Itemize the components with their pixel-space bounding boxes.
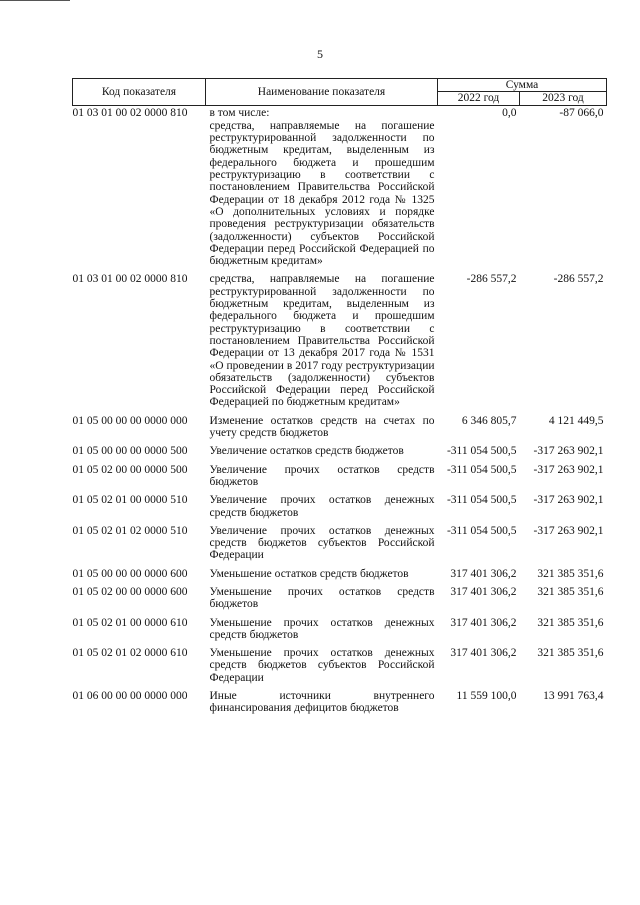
row-code: 01 05 02 01 02 0000 510 [72, 524, 188, 537]
table-row [73, 120, 607, 274]
row-value-2022: 317 401 306,2 [450, 567, 517, 580]
table-row [73, 647, 607, 690]
row-name: средства, направляемые на погашение реструктурированной задолженности по бюджетным кредитам, выделенным из федерального бюджета и прошедшим реструктуризацию в соответствии с постановлением Правительства Российской Федерации от 13 декабря 2017 года № 1531 «О проведении в 2017 году реструктуризации обязательств (задолженности) субъектов Российской Федерации перед Российской Федерацией по бюджетным кредитам» [209, 273, 435, 409]
row-value-2022: 11 559 100,0 [456, 690, 517, 703]
header-code: Код показателя [73, 79, 206, 106]
row-name: Уменьшение прочих остатков денежных средств бюджетов субъектов Российской Федерации [209, 647, 435, 684]
row-code: 01 05 00 00 00 0000 000 [72, 414, 188, 427]
row-value-2022: 0,0 [502, 106, 517, 119]
header-sum: Сумма [438, 79, 607, 92]
row-name: средства, направляемые на погашение реструктурированной задолженности по бюджетным кредитам, выделенным из федерального бюджета и прошедшим реструктуризацию в соответствии с постановлением Правительства Российской Федерации от 18 декабря 2012 года № 1325 «О дополнительных условиях и порядке проведения реструктуризации обязательств (задолженности) субъектов Российской Федерации перед Российской Федерацией по бюджетным кредитам» [209, 119, 435, 268]
row-value-2023: 321 385 351,6 [537, 585, 604, 598]
budget-table [72, 78, 607, 721]
table-row [73, 105, 607, 120]
table-row [73, 494, 607, 525]
row-code: 01 06 00 00 00 0000 000 [72, 690, 188, 703]
table-row [73, 690, 607, 721]
page-number: 5 [317, 47, 323, 61]
row-value-2023: 13 991 763,4 [543, 690, 604, 703]
row-value-2022: -311 054 500,5 [446, 463, 517, 476]
table-row [73, 464, 607, 495]
row-value-2023: -87 066,0 [559, 106, 604, 119]
row-value-2022: 317 401 306,2 [450, 647, 517, 660]
row-value-2023: -317 263 902,1 [533, 494, 604, 507]
row-value-2022: -311 054 500,5 [446, 524, 517, 537]
row-value-2022 [438, 120, 520, 274]
row-name: Увеличение прочих остатков денежных средств бюджетов субъектов Российской Федерации [209, 524, 435, 562]
row-code: 01 05 02 01 02 0000 610 [72, 647, 188, 660]
row-value-2023: 321 385 351,6 [537, 647, 604, 660]
row-value-2022: 6 346 805,7 [461, 414, 517, 427]
header-name: Наименование показателя [206, 79, 438, 106]
row-code: 01 05 02 01 00 0000 610 [72, 616, 188, 629]
header-year-2022: 2022 год [438, 92, 520, 105]
row-code: 01 05 02 00 00 0000 600 [72, 585, 188, 598]
row-name: Уменьшение остатков средств бюджетов [209, 567, 409, 580]
row-name: в том числе: [209, 106, 270, 119]
row-code: 01 05 00 00 00 0000 600 [72, 567, 188, 580]
row-code [73, 120, 206, 274]
row-name: Изменение остатков средств на счетах по учету средств бюджетов [209, 414, 435, 440]
row-value-2023: -286 557,2 [553, 273, 604, 286]
row-name: Уменьшение прочих остатков средств бюджетов [209, 585, 435, 611]
table-row [73, 525, 607, 568]
row-value-2023: 321 385 351,6 [537, 567, 604, 580]
row-name: Увеличение остатков средств бюджетов [209, 445, 404, 458]
table-row [73, 586, 607, 617]
top-edge-line [0, 0, 70, 1]
row-value-2023: 321 385 351,6 [537, 616, 604, 629]
row-name: Иные источники внутреннего финансирования дефицитов бюджетов [209, 690, 435, 715]
header-year-2023: 2023 год [520, 92, 607, 105]
row-code: 01 05 00 00 00 0000 500 [72, 445, 188, 458]
row-value-2023 [520, 120, 607, 274]
row-code: 01 05 02 01 00 0000 510 [72, 494, 188, 507]
row-value-2023: -317 263 902,1 [533, 445, 604, 458]
row-name: Увеличение прочих остатков денежных средств бюджетов [209, 494, 435, 519]
row-code: 01 03 01 00 02 0000 810 [72, 273, 188, 286]
row-code: 01 05 02 00 00 0000 500 [72, 463, 188, 476]
row-value-2023: -317 263 902,1 [533, 463, 604, 476]
row-name: Уменьшение прочих остатков денежных средств бюджетов [209, 616, 435, 641]
row-value-2023: -317 263 902,1 [533, 524, 604, 537]
row-name: Увеличение прочих остатков средств бюджетов [209, 463, 435, 488]
row-value-2022: -311 054 500,5 [446, 494, 517, 507]
table-row [73, 445, 607, 463]
row-value-2022: 317 401 306,2 [450, 585, 517, 598]
row-value-2022: -311 054 500,5 [446, 445, 517, 458]
row-value-2022: -286 557,2 [466, 273, 517, 286]
table-row [73, 568, 607, 586]
table-row [73, 273, 607, 414]
row-value-2022: 317 401 306,2 [450, 616, 517, 629]
table-row [73, 415, 607, 446]
table-row [73, 617, 607, 648]
row-value-2023: 4 121 449,5 [548, 414, 604, 427]
row-code: 01 03 01 00 02 0000 810 [72, 106, 188, 119]
